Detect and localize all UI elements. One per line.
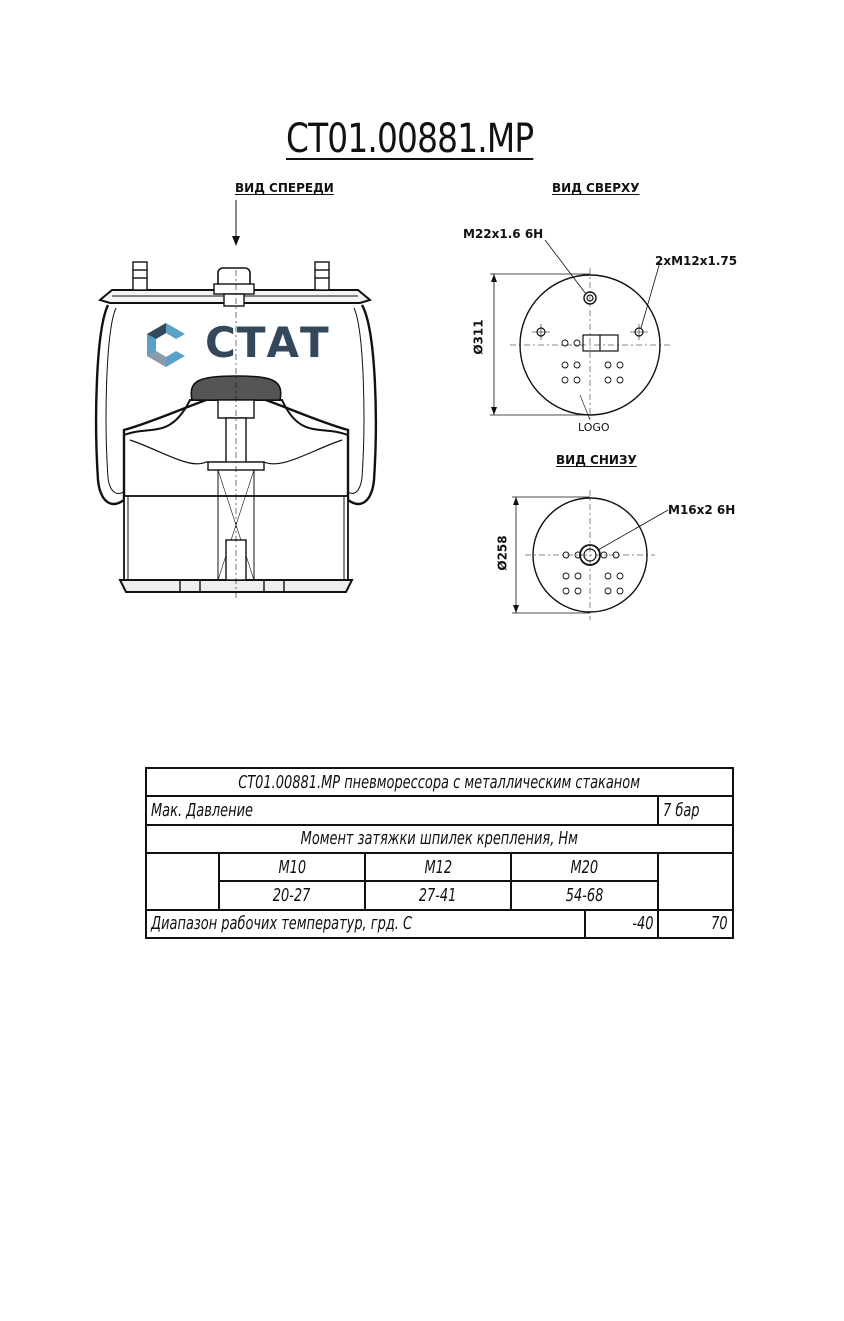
torque-header-m20 — [511, 853, 658, 881]
logo-wordmark: СТАТ — [205, 318, 330, 367]
temp-label: Диапазон рабочих температур, грд. С — [151, 913, 413, 935]
top-view-label: ВИД СВЕРХУ — [552, 181, 640, 195]
temp-row — [146, 910, 733, 938]
drawing-title: CT01.00881.MP — [286, 116, 534, 162]
spec-title-cell — [146, 768, 733, 796]
top-diameter-label: Ø311 — [471, 319, 486, 355]
torque-header-m10 — [219, 853, 365, 881]
torque-value-m12-text: 27-41 — [419, 884, 457, 906]
temp-label-cell — [146, 910, 511, 938]
torque-header-row — [146, 853, 733, 881]
bottom-diameter-label: Ø258 — [495, 535, 510, 571]
front-view-label: ВИД СПЕРЕДИ — [235, 181, 334, 195]
temp-max-cell — [658, 910, 733, 938]
pressure-label-cell — [146, 796, 658, 824]
torque-value-m20 — [511, 881, 658, 909]
torque-value-m12 — [365, 881, 511, 909]
logo-note-label: LOGO — [578, 421, 610, 434]
pressure-row — [146, 796, 733, 824]
torque-header-m12 — [365, 853, 511, 881]
bottom-view-drawing — [512, 490, 668, 620]
logo-mark — [147, 323, 185, 367]
torque-value-m10 — [219, 881, 365, 909]
pressure-value-cell — [658, 796, 733, 824]
spec-title: CT01.00881.MP пневморессора с металлическим стаканом — [238, 771, 641, 793]
pressure-label: Мак. Давление — [151, 799, 253, 821]
temp-min: -40 — [631, 913, 653, 935]
temp-spacer — [511, 910, 585, 938]
top-center-thread-label: M22x1.6 6H — [463, 227, 544, 241]
torque-label: Момент затяжки шпилек крепления, Нм — [300, 828, 579, 850]
torque-empty-right — [658, 853, 733, 910]
torque-header-m10-text: M10 — [278, 856, 306, 878]
spec-title-row — [146, 768, 733, 796]
torque-header-m12-text: M12 — [424, 856, 452, 878]
torque-label-row — [146, 825, 733, 853]
top-side-thread-label: 2xM12x1.75 — [655, 254, 738, 268]
torque-value-row — [146, 881, 733, 909]
bottom-view-label: ВИД СНИЗУ — [556, 453, 637, 467]
front-view-drawing — [96, 200, 376, 600]
torque-value-m10-text: 20-27 — [273, 884, 311, 906]
torque-value-m20-text: 54-68 — [565, 884, 604, 906]
top-view-drawing — [490, 240, 670, 420]
temp-max: 70 — [711, 913, 729, 935]
bottom-thread-label: M16x2 6H — [668, 503, 736, 517]
torque-label-cell — [146, 825, 733, 853]
spec-table — [145, 767, 732, 939]
temp-min-cell — [585, 910, 658, 938]
torque-empty-left — [146, 853, 219, 910]
pressure-value: 7 бар — [663, 799, 700, 821]
torque-header-m20-text: M20 — [570, 856, 599, 878]
